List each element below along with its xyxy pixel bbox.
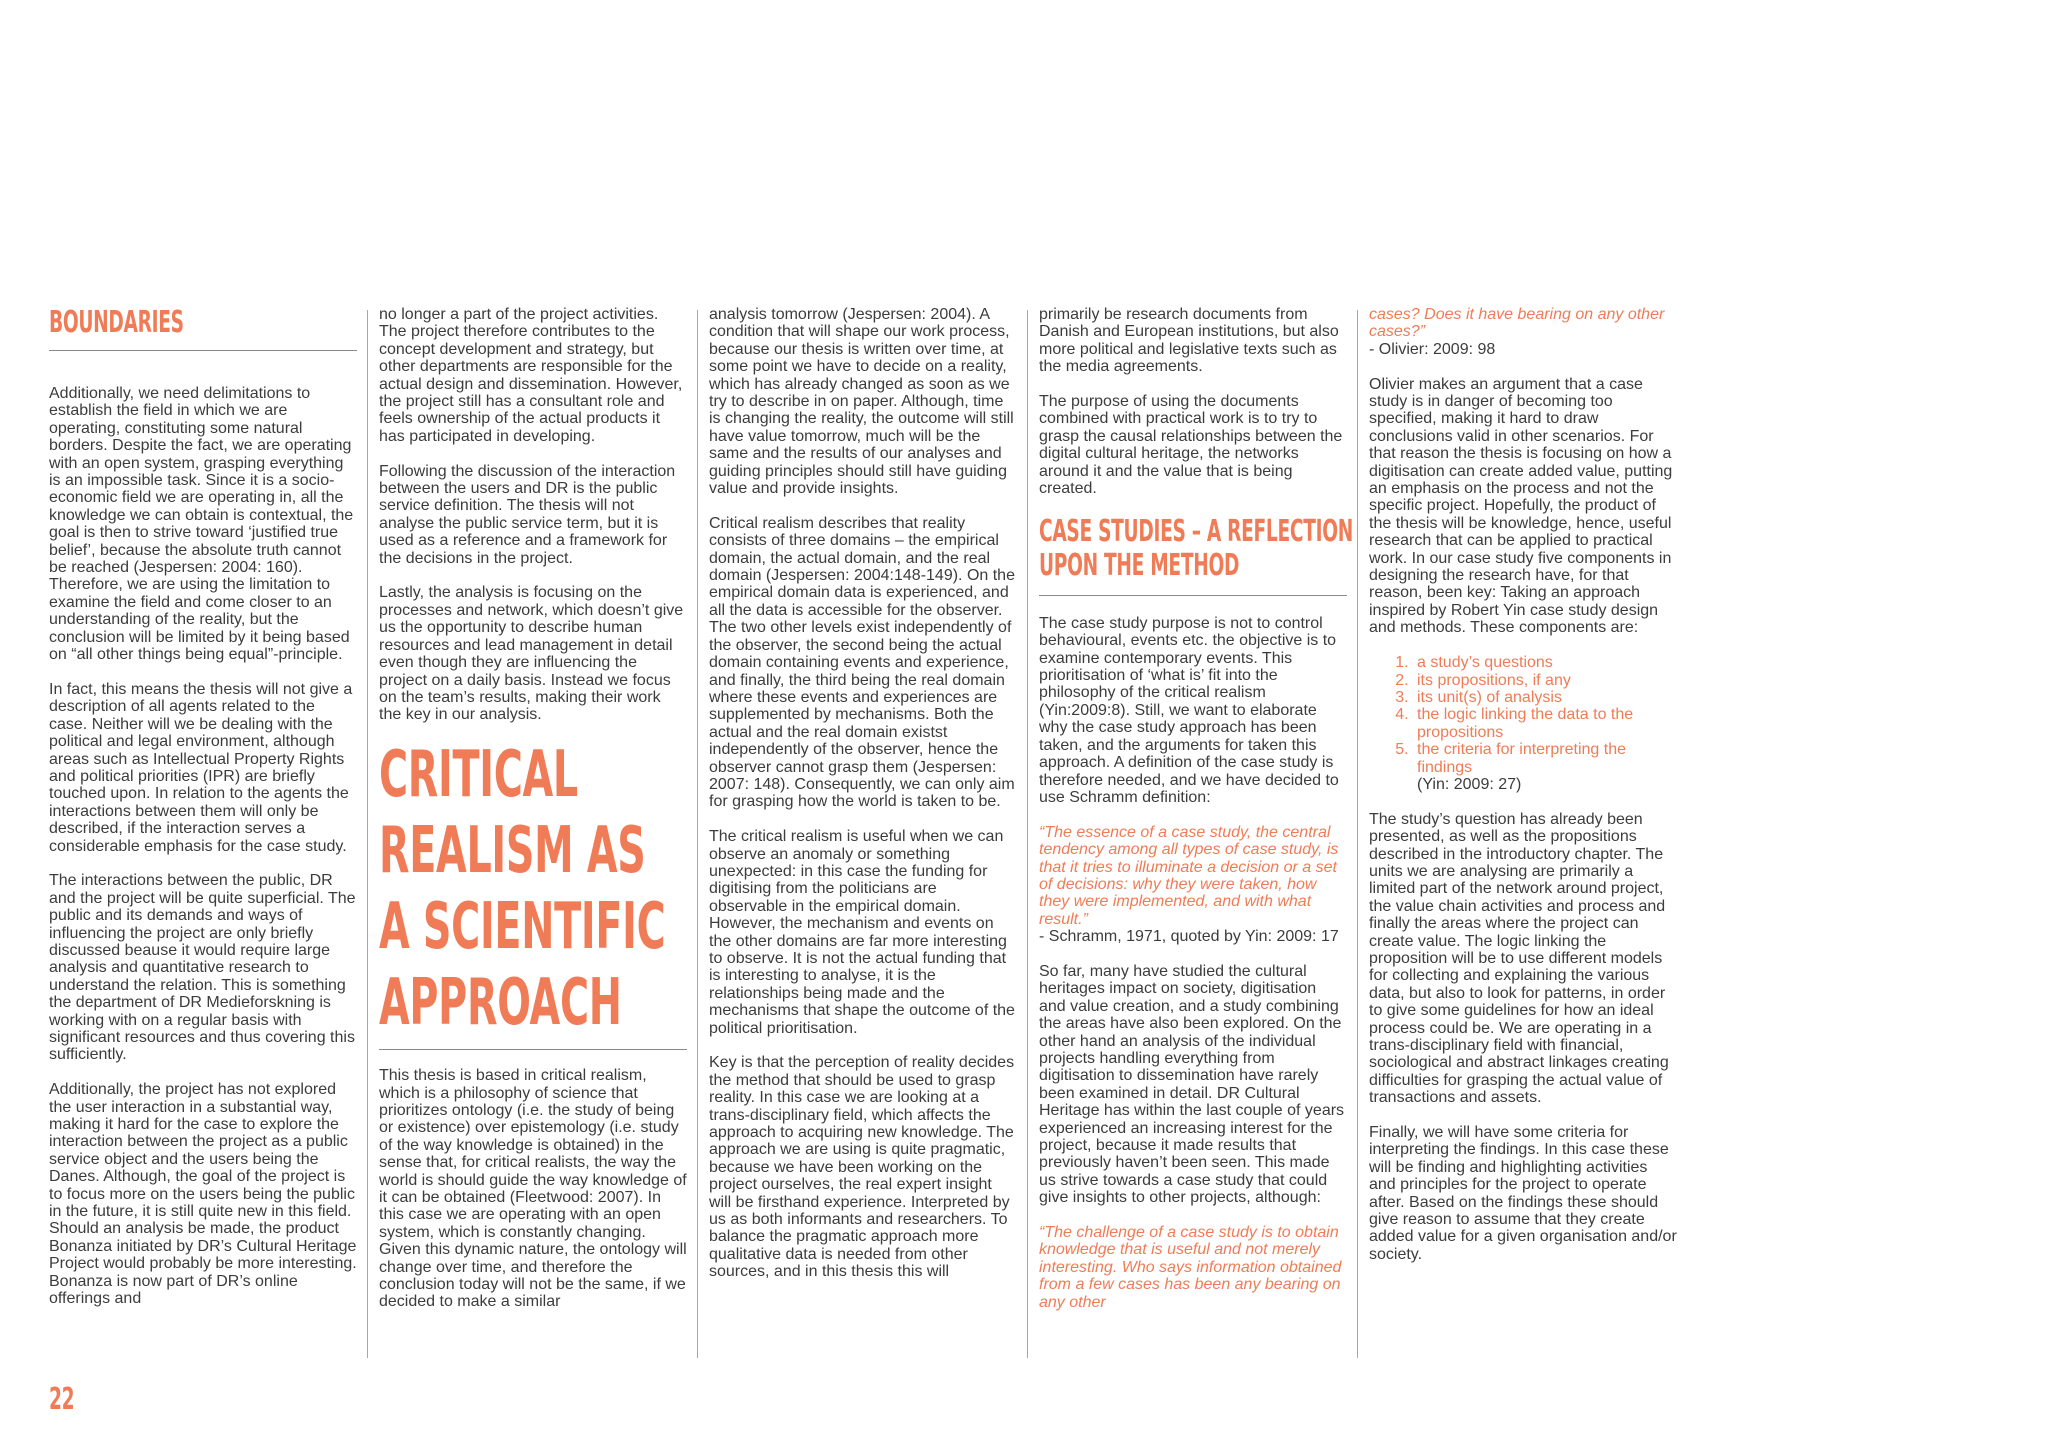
heading-line: REALISM AS <box>379 814 646 889</box>
heading-rule <box>1039 595 1347 596</box>
column-4 <box>1039 306 1353 1311</box>
body-paragraph: Additionally, we need delimitations to establish the field in which we are operating, constituting some natural borders. Despite the fact, we are operating with an open system, grasping everything is an impossible task. Since it is a socio-economic field we are operating in, all the knowledge we can obtain is contextual, the goal is then to strive toward ‘justified true belief’, because the absolute truth cannot be reached (Jespersen: 2004: 160). Therefore, we are using the limitation to examine the field and come closer to an understanding of the reality, but the conclusion will be limited by it being based on “all other things being equal”-principle. <box>49 385 354 664</box>
column-3 <box>709 306 1017 1281</box>
section-heading-boundaries: BOUNDARIES <box>49 305 184 340</box>
column-divider <box>1027 310 1028 1358</box>
body-paragraph: Finally, we will have some criteria for interpreting the findings. In this case these will be finding and highlighting activities and principles for the project to operate after. Based on the findings these should give reason to assume that they create added value for a given organisation and/or society. <box>1369 1124 1677 1263</box>
heading-line: CASE STUDIES – A REFLECTION <box>1039 513 1353 549</box>
heading-rule <box>379 1049 687 1050</box>
body-paragraph: In fact, this means the thesis will not give a description of all agents related to the case. Neither will we be dealing with the political and legal environment, although areas such as Intellectual Property Rights and political priorities (IPR) are briefly touched upon. In relation to the agents the interactions between them will only be described, if the interaction serves a considerable emphasis for the case study. <box>49 680 353 855</box>
body-paragraph: primarily be research documents from Danish and European institutions, but also more political and legislative texts such as the media agreements. <box>1039 306 1339 376</box>
list-source: (Yin: 2009: 27) <box>1417 775 1522 793</box>
quote-text: “The essence of a case study, the central tendency among all types of case study, is that it tries to illuminate a decision or a set of decisions: why they were taken, how they were implemented, and with what result.” <box>1039 823 1339 928</box>
heading-line: APPROACH <box>379 966 622 1041</box>
quote-source: - Olivier: 2009: 98 <box>1369 340 1496 358</box>
body-paragraph: Critical realism describes that reality consists of three domains – the empirical domain, the actual domain, and the real domain (Jespersen: 2004:148-149). On the empirical domain data is experienced, and all the data is accessible for the observer. The two other levels exist independently of the observer, the second being the actual domain containing events and experience, and finally, the third being the real domain where these events and experiences are supplemented by mechanisms. Both the actual and the real domain existst independently of the observer, hence the observer cannot grasp them (Jespersen: 2007: 148). Consequently, we can only aim for grasping how the world is taken to be. <box>709 514 1015 811</box>
section-heading-case-studies <box>1039 513 1353 583</box>
quote-block <box>1039 824 1347 946</box>
column-divider <box>367 310 368 1358</box>
quote-source: - Schramm, 1971, quoted by Yin: 2009: 17 <box>1039 928 1339 946</box>
body-paragraph: The interactions between the public, DR and the project will be quite superficial. The public and its demands and ways of influencing the project are only briefly discussed beause it would require large analysis and quantitative research to understand the relation. This is something the department of DR Medieforskning is working with on a regular basis with significant resources and thus covering this sufficiently. <box>49 872 356 1064</box>
body-paragraph: no longer a part of the project activities. The project therefore contributes to the concept development and strategy, but other departments are responsible for the actual design and dissemination. However, the project still has a consultant role and feels ownership of the actual products it has participated in developing. <box>379 306 683 445</box>
body-paragraph: Olivier makes an argument that a case study is in danger of becoming too specified, making it hard to draw conclusions valid in other scenarios. For that reason the thesis is focusing on how a digitisation can create added value, putting an emphasis on the process and not the specific project. Hopefully, the product of the thesis will be knowledge, hence, useful research that can be applied to practical work. In our case study five components in designing the research have, for that reason, been key: Taking an approach inspired by Robert Yin case study design and methods. These components are: <box>1369 375 1673 637</box>
body-paragraph: analysis tomorrow (Jespersen: 2004). A condition that will shape our work process, because our thesis is written over time, at some point we have to decide on a reality, which has already changed as soon as we try to describe in on paper. Although, time is changing the reality, the outcome will still have value tomorrow, much will be the same and the results of our analyses and guiding principles should still have guiding value and provide insights. <box>709 306 1014 498</box>
body-paragraph: The case study purpose is not to control behavioural, events etc. the objective is to examine contemporary events. This prioritisation of ‘what is’ fit into the philosophy of the critical realism (Yin:2009:8). Still, we want to elaborate why the case study approach has been taken, and the arguments for taken this approach. A definition of the case study is therefore needed, and we have decided to use Schramm definition: <box>1039 614 1339 806</box>
body-paragraph: So far, many have studied the cultural heritages impact on society, digitisation and value creation, and a study combining the areas have also been explored. On the other hand an analysis of the individual projects handling everything from digitisation to dissemination have rarely been examined in detail. DR Cultural Heritage has within the last couple of years experienced an increasing interest for the project, because it made results that previously haven’t been seen. This made us strive towards a case study that could give insights to other projects, although: <box>1039 962 1345 1207</box>
body-paragraph: The purpose of using the documents combined with practical work is to try to grasp the causal relationships between the digital cultural heritage, the networks around it and the value that is being created. <box>1039 393 1343 498</box>
heading-rule <box>49 350 357 351</box>
body-paragraph: Additionally, the project has not explored the user interaction in a substantial way, making it hard for the case to explore the interaction between the project as a public service object and the users being the Danes. Although, the goal of the project is to focus more on the users being the public in the future, it is still quite new in this field. Should an analysis be made, the product Bonanza initiated by DR’s Cultural Heritage Project would probably be more interesting. Bonanza is now part of DR’s online offerings and <box>49 1081 357 1308</box>
heading-line: CRITICAL <box>379 738 578 813</box>
list-item: 1. a study’s questions <box>1413 654 1677 671</box>
quote-text: cases? Does it have bearing on any other cases?” <box>1369 306 1665 341</box>
list-item: 4. the logic linking the data to the propositions <box>1413 706 1677 741</box>
column-divider <box>1357 310 1358 1358</box>
components-list <box>1369 654 1677 776</box>
heading-line: A SCIENTIFIC <box>379 890 666 965</box>
list-item: 5. the criteria for interpreting the findings <box>1413 741 1677 776</box>
body-paragraph: The critical realism is useful when we can observe an anomaly or something unexpected: in this case the funding for digitising from the politicians are observable in the empirical domain. However, the mechanism and events on the other domains are far more interesting to observe. It is not the actual funding that is interesting to analyse, it is the relationships being made and the mechanisms that shape the outcome of the political prioritisation. <box>709 828 1015 1037</box>
list-item: 3. its unit(s) of analysis <box>1413 689 1677 706</box>
column-2 <box>379 306 687 1311</box>
page-number: 22 <box>49 1382 75 1417</box>
column-divider <box>697 310 698 1358</box>
column-5 <box>1369 306 1677 1263</box>
quote-text: “The challenge of a case study is to obtain knowledge that is useful and not merely interesting. Who says information obtained from a few cases has been any bearing on any other <box>1039 1224 1342 1311</box>
section-heading-critical-realism <box>379 738 687 1041</box>
heading-line: UPON THE METHOD <box>1039 547 1240 583</box>
list-item: 2. its propositions, if any <box>1413 672 1677 689</box>
quote-block <box>1369 306 1677 358</box>
body-paragraph: Lastly, the analysis is focusing on the processes and network, which doesn’t give us the opportunity to describe human resources and lead management in detail even though they are influencing the project on a daily basis. Instead we focus on the team’s results, making their work the key in our analysis. <box>379 584 684 724</box>
body-paragraph: Following the discussion of the interaction between the users and DR is the public service definition. The thesis will not analyse the public service term, but it is used as a reference and a framework for the decisions in the project. <box>379 462 676 567</box>
body-paragraph: The study’s question has already been presented, as well as the propositions described in the introductory chapter. The units we are analysing are primarily a limited part of the network around project, the value chain activities and process and finally the areas where the project can create value. The logic linking the proposition will be to use different models for collecting and explaining the various data, but also to look for patterns, in order to give some guidelines for how an ideal process could be. We are operating in a trans-disciplinary field with financial, sociological and abstract linkages creating difficulties for grasping the actual value of transactions and assets. <box>1369 810 1669 1107</box>
body-paragraph: This thesis is based in critical realism, which is a philosophy of science that prioritizes ontology (i.e. the study of being or existence) over epistemology (i.e. study of the way knowledge is obtained) in the sense that, for critical realists, the way the world is should guide the way knowledge of it can be obtained (Fleetwood: 2007). In this case we are operating with an open system, which is constantly changing. Given this dynamic nature, the ontology will change over time, and therefore the conclusion today will not be the same, if we decided to make a similar <box>379 1067 687 1311</box>
column-1 <box>49 306 357 1307</box>
body-paragraph: Key is that the perception of reality decides the method that should be used to grasp reality. In this case we are looking at a trans-disciplinary field, which affects the approach to acquiring new knowledge. The approach we are using is quite pragmatic, because we have been working on the project ourselves, the real expert insight will be firsthand experience. Interpreted by us as both informants and researchers. To balance the pragmatic approach more qualitative data is needed from other sources, and in this thesis this will <box>709 1054 1015 1281</box>
